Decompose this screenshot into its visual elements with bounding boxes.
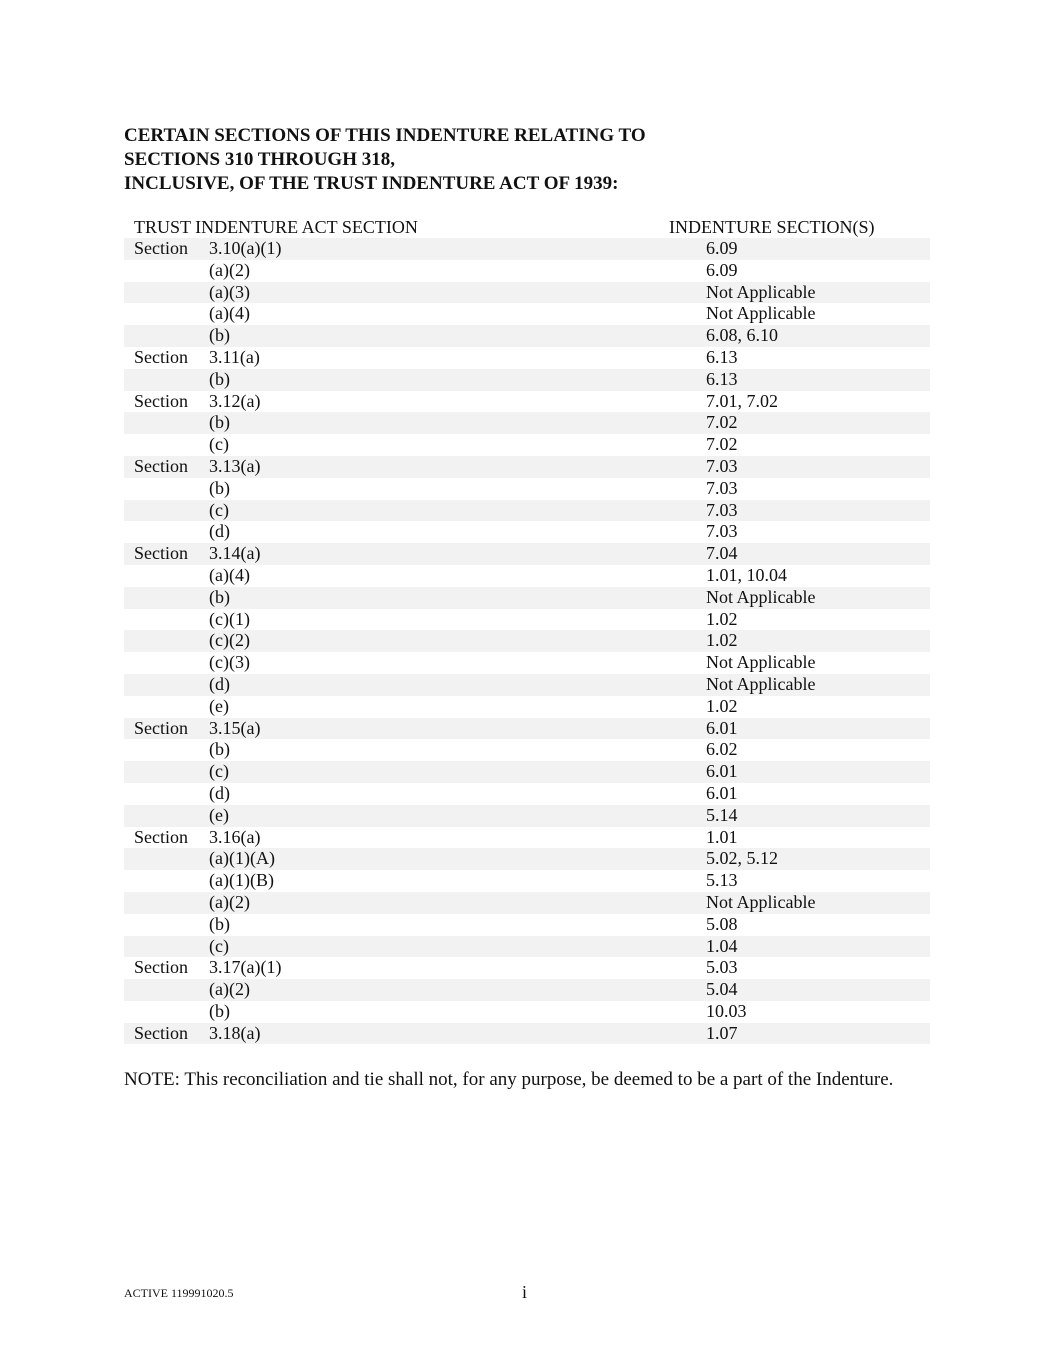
row-indenture-section: 1.01: [706, 826, 738, 847]
table-row: [124, 391, 930, 413]
row-act-subsection: (c): [209, 761, 229, 782]
heading-line-2: SECTIONS 310 THROUGH 318,: [124, 149, 395, 170]
row-act-subsection: (b): [209, 1000, 230, 1021]
table-row: [124, 609, 930, 631]
row-indenture-section: 1.04: [706, 935, 738, 956]
row-act-subsection: (c)(1): [209, 608, 250, 629]
row-section-label: Section: [134, 826, 188, 847]
table-row: [124, 412, 930, 434]
row-indenture-section: 7.03: [706, 499, 738, 520]
row-act-subsection: (d): [209, 521, 230, 542]
row-indenture-section: 10.03: [706, 1000, 747, 1021]
row-act-subsection: (b): [209, 412, 230, 433]
table-row: [124, 565, 930, 587]
row-act-subsection: 3.11(a): [209, 346, 260, 367]
row-section-label: Section: [134, 346, 188, 367]
row-indenture-section: 7.02: [706, 434, 738, 455]
row-act-subsection: (b): [209, 477, 230, 498]
row-act-subsection: (d): [209, 673, 230, 694]
table-header: [134, 216, 930, 238]
row-indenture-section: 6.09: [706, 238, 738, 258]
row-act-subsection: (a)(4): [209, 303, 250, 324]
row-section-label: Section: [134, 238, 188, 258]
row-indenture-section: 6.13: [706, 368, 738, 389]
row-indenture-section: 6.09: [706, 259, 738, 280]
row-indenture-section: 7.02: [706, 412, 738, 433]
row-indenture-section: 6.13: [706, 346, 738, 367]
table-row: [124, 870, 930, 892]
row-indenture-section: 5.02, 5.12: [706, 848, 778, 869]
table-row: [124, 761, 930, 783]
footer-document-id: ACTIVE 119991020.5: [124, 1286, 234, 1300]
table-row: [124, 936, 930, 958]
table-row: [124, 238, 930, 260]
table-row: [124, 303, 930, 325]
table-row: [124, 587, 930, 609]
row-indenture-section: 7.04: [706, 543, 738, 564]
row-indenture-section: Not Applicable: [706, 586, 816, 607]
cross-reference-table: [124, 238, 930, 1044]
table-row: [124, 848, 930, 870]
row-indenture-section: Not Applicable: [706, 891, 816, 912]
table-row: [124, 456, 930, 478]
row-act-subsection: 3.16(a): [209, 826, 261, 847]
row-section-label: Section: [134, 390, 188, 411]
column-header-act-section: TRUST INDENTURE ACT SECTION: [134, 217, 418, 237]
row-indenture-section: 5.08: [706, 913, 738, 934]
row-indenture-section: 6.08, 6.10: [706, 325, 778, 346]
row-act-subsection: (a)(2): [209, 259, 250, 280]
table-row: [124, 1023, 930, 1045]
row-act-subsection: (a)(3): [209, 281, 250, 302]
row-indenture-section: 6.01: [706, 717, 738, 738]
heading-line-3: INCLUSIVE, OF THE TRUST INDENTURE ACT OF 1939:: [124, 173, 619, 194]
row-act-subsection: (e): [209, 804, 229, 825]
table-row: [124, 696, 930, 718]
row-act-subsection: (a)(1)(A): [209, 848, 275, 869]
row-act-subsection: (c): [209, 434, 229, 455]
table-row: [124, 892, 930, 914]
table-row: [124, 325, 930, 347]
table-row: [124, 347, 930, 369]
row-indenture-section: 7.03: [706, 521, 738, 542]
row-indenture-section: Not Applicable: [706, 673, 816, 694]
row-act-subsection: (e): [209, 695, 229, 716]
table-row: [124, 500, 930, 522]
table-row: [124, 783, 930, 805]
row-indenture-section: 5.14: [706, 804, 738, 825]
row-indenture-section: 7.01, 7.02: [706, 390, 778, 411]
row-indenture-section: 7.03: [706, 455, 738, 476]
row-act-subsection: 3.10(a)(1): [209, 238, 282, 258]
row-section-label: Section: [134, 455, 188, 476]
row-indenture-section: 6.01: [706, 782, 738, 803]
table-row: [124, 630, 930, 652]
table-row: [124, 369, 930, 391]
row-act-subsection: (d): [209, 782, 230, 803]
row-act-subsection: (b): [209, 325, 230, 346]
row-indenture-section: 1.02: [706, 695, 738, 716]
row-indenture-section: 6.01: [706, 761, 738, 782]
row-indenture-section: 5.04: [706, 979, 738, 1000]
table-row: [124, 739, 930, 761]
heading-line-1: CERTAIN SECTIONS OF THIS INDENTURE RELATING TO: [124, 125, 646, 146]
row-section-label: Section: [134, 1022, 188, 1043]
table-row: [124, 1001, 930, 1023]
row-indenture-section: 1.02: [706, 608, 738, 629]
table-row: [124, 957, 930, 979]
row-act-subsection: 3.17(a)(1): [209, 957, 282, 978]
row-act-subsection: 3.13(a): [209, 455, 261, 476]
column-header-indenture-sections: INDENTURE SECTION(S): [669, 217, 875, 237]
row-indenture-section: Not Applicable: [706, 652, 816, 673]
row-act-subsection: (a)(1)(B): [209, 870, 274, 891]
table-row: [124, 478, 930, 500]
table-row: [124, 652, 930, 674]
table-row: [124, 718, 930, 740]
table-row: [124, 914, 930, 936]
row-section-label: Section: [134, 543, 188, 564]
row-act-subsection: (a)(4): [209, 564, 250, 585]
table-row: [124, 434, 930, 456]
row-indenture-section: Not Applicable: [706, 303, 816, 324]
row-act-subsection: (b): [209, 586, 230, 607]
row-act-subsection: (a)(2): [209, 979, 250, 1000]
table-row: [124, 674, 930, 696]
row-act-subsection: (c)(3): [209, 652, 250, 673]
page-number: i: [522, 1282, 528, 1302]
table-row: [124, 827, 930, 849]
row-indenture-section: 6.02: [706, 739, 738, 760]
row-indenture-section: 1.07: [706, 1022, 738, 1043]
row-indenture-section: 5.03: [706, 957, 738, 978]
row-act-subsection: 3.12(a): [209, 390, 261, 411]
table-row: [124, 979, 930, 1001]
row-act-subsection: (b): [209, 739, 230, 760]
row-act-subsection: (c): [209, 499, 229, 520]
row-act-subsection: (c)(2): [209, 630, 250, 651]
row-act-subsection: (c): [209, 935, 229, 956]
row-section-label: Section: [134, 957, 188, 978]
table-row: [124, 521, 930, 543]
document-heading: [124, 124, 924, 196]
row-act-subsection: 3.15(a): [209, 717, 261, 738]
row-act-subsection: (b): [209, 913, 230, 934]
table-row: [124, 282, 930, 304]
table-row: [124, 260, 930, 282]
row-act-subsection: (a)(2): [209, 891, 250, 912]
table-row: [124, 543, 930, 565]
row-indenture-section: 1.02: [706, 630, 738, 651]
row-indenture-section: 7.03: [706, 477, 738, 498]
row-indenture-section: Not Applicable: [706, 281, 816, 302]
table-row: [124, 805, 930, 827]
row-act-subsection: 3.18(a): [209, 1022, 261, 1043]
row-indenture-section: 5.13: [706, 870, 738, 891]
note-paragraph: NOTE: This reconciliation and tie shall not, for any purpose, be deemed to be a part of the Indenture.: [124, 1069, 894, 1090]
row-act-subsection: (b): [209, 368, 230, 389]
row-indenture-section: 1.01, 10.04: [706, 564, 787, 585]
row-act-subsection: 3.14(a): [209, 543, 261, 564]
row-section-label: Section: [134, 717, 188, 738]
